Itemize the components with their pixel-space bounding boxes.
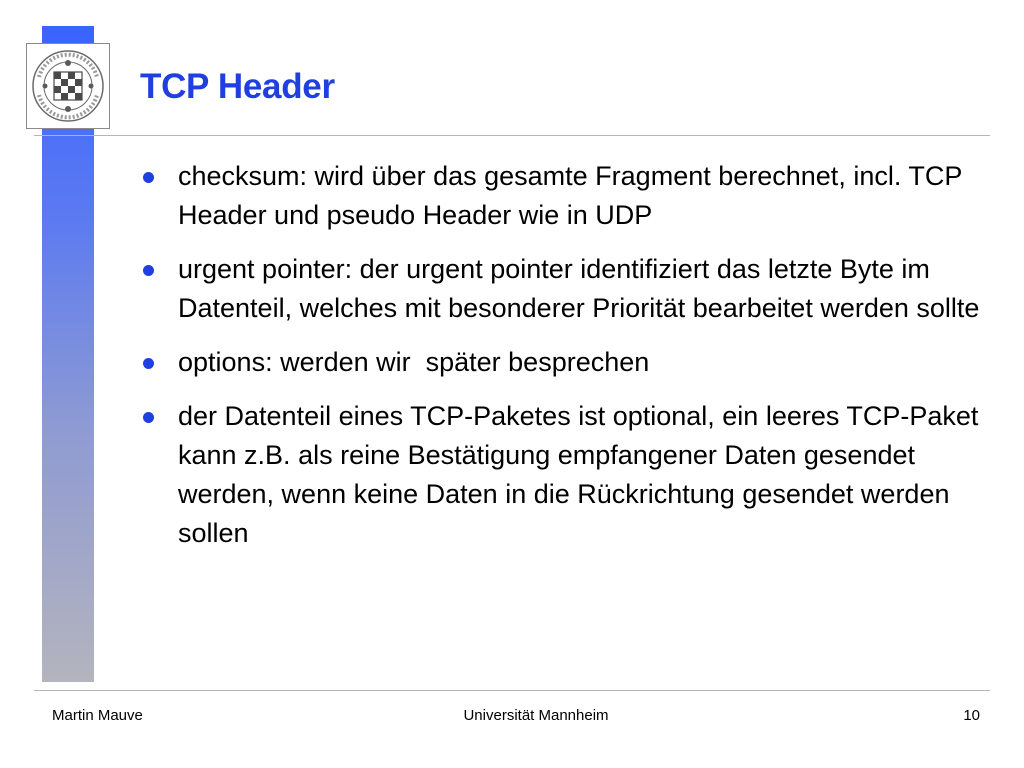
bullet-text: options: werden wir später besprechen [178, 347, 650, 377]
bullet-item-checksum [140, 157, 1000, 235]
page-number: 10 [963, 707, 980, 724]
footer-author: Martin Mauve [52, 707, 143, 724]
bullet-list [140, 157, 1000, 568]
bullet-item-options [140, 343, 1000, 382]
university-logo [26, 43, 110, 129]
footer-institution: Universität Mannheim [463, 707, 609, 724]
bullet-item-datenteil [140, 397, 1000, 553]
title-divider [34, 135, 990, 136]
university-seal-icon [30, 47, 106, 125]
bullet-text: der Datenteil eines TCP-Paketes ist optional, ein leeres TCP-Paket kann z.B. als reine Bestätigung empfangener Daten gesendet werden, wenn keine Daten in die Rückrichtung gesendet werden sollen [178, 401, 986, 548]
bullet-text: checksum: wird über das gesamte Fragment berechnet, incl. TCP Header und pseudo Header wie in UDP [178, 161, 970, 230]
footer-divider [34, 690, 990, 691]
slide-title: TCP Header [140, 67, 335, 106]
bullet-item-urgent-pointer [140, 250, 1000, 328]
bullet-text: urgent pointer: der urgent pointer identifiziert das letzte Byte im Datenteil, welches mit besonderer Priorität bearbeitet werden sollte [178, 254, 980, 323]
